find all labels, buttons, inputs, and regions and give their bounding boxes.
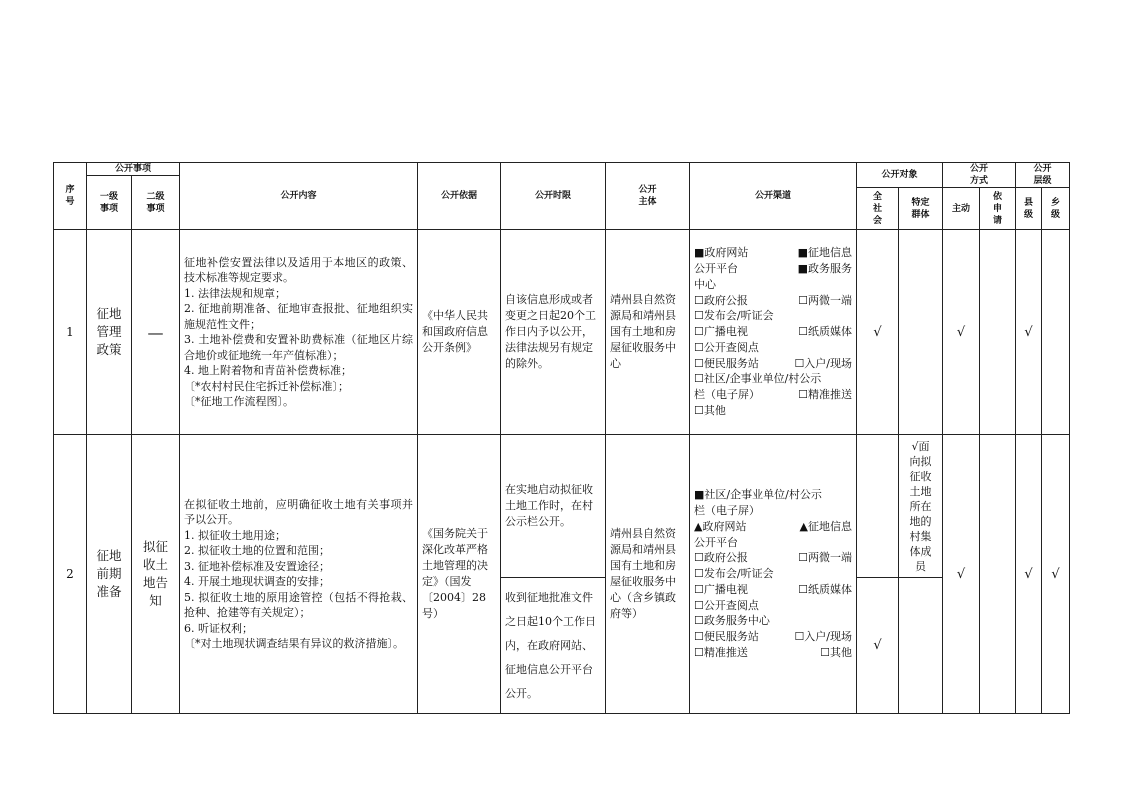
row-subject: 靖州县自然资源局和靖州县国有土地和房屋征收服务中心（含乡镇政府等） [606,435,690,714]
row-time-limit: 自该信息形成或者变更之日起20个工作日内予以公开，法律法规另有规定的除外。 [501,230,606,435]
header-level1: 一级事项 [87,176,132,230]
header-township: 乡级 [1042,188,1070,230]
row-level2: 拟征收土地告知 [132,435,180,714]
row-seq: 1 [54,230,87,435]
row-time-limit-b: 收到征地批准文件之日起10个工作日内，在政府网站、征地信息公开平台公开。 [501,578,606,714]
header-public-items: 公开事项 [87,163,180,176]
header-time-limit: 公开时限 [501,163,606,230]
header-seq: 序号 [54,163,87,230]
header-subject: 公开主体 [606,163,690,230]
row-on-request [980,435,1016,714]
row-basis: 《国务院关于深化改革严格土地管理的决定》（国发〔2004〕28号） [418,435,501,714]
row-content: 在拟征收土地前，应明确征收土地有关事项并予以公开。 1. 拟征收土地用途； 2. 拟征收土地的位置和范围； 3. 征地补偿标准及安置途径； 4. 开展土地现状调查的安排； 5. 拟征收土地的原用途管控（包括不得抢栽、抢种、抢建等有关规定）； 6. 听证权利； 〔*对土地现状调查结果有异议的救济措施〕。 [180,435,418,714]
row-content: 征地补偿安置法律以及适用于本地区的政策、技术标准等规定要求。 1. 法律法规和规章； 2. 征地前期准备、征地审查报批、征地组织实施规范性文件； 3. 土地补偿费和安置补助费标准（征地区片综合地价或征地统一年产值标准）； 4. 地上附着物和青苗补偿费标准； 〔*农村村民住宅拆迁补偿标准〕； 〔*征地工作流程图〕。 [180,230,418,435]
row-channels: ■政府网站 ■征地信息 公开平台 ■政务服务 中心 ☐政府公报 ☐两微一端 ☐发布会/听证会 ☐广播电视 ☐纸质媒体 ☐公开查阅点 ☐便民服务站 ☐入户/现场 ☐社区/企事业单位/村公示 栏（电子屏） ☐精准推送 ☐其他 [690,230,857,435]
header-on-request: 依申请 [980,188,1016,230]
row-specific-group: √面向拟征收土地所在地的村集体成员 [899,435,943,578]
row-active-check: √ [943,230,980,435]
row-time-limit-a: 在实地启动拟征收土地工作时，在村公示栏公开。 [501,435,606,578]
row-level1: 征地管理政策 [87,230,132,435]
header-target: 公开对象 [857,163,943,188]
row-specific-group-empty [899,578,943,714]
row-county-check: √ [1016,230,1042,435]
row-level1: 征地前期准备 [87,435,132,714]
row-basis: 《中华人民共和国政府信息公开条例》 [418,230,501,435]
header-whole-society: 全社会 [857,188,899,230]
header-specific-group: 特定群体 [899,188,943,230]
table-row [54,435,1070,578]
row-township-check: √ [1042,435,1070,714]
table-row [54,230,1070,435]
row-specific-group [899,230,943,435]
header-county: 县级 [1016,188,1042,230]
header-method: 公开方式 [943,163,1016,188]
row-active-check: √ [943,435,980,714]
header-active: 主动 [943,188,980,230]
row-whole-society-empty [857,435,899,578]
row-township [1042,230,1070,435]
row-whole-society-check: √ [857,230,899,435]
header-level: 公开层级 [1016,163,1070,188]
disclosure-table [53,162,1070,714]
header-level2: 二级事项 [132,176,180,230]
header-channel: 公开渠道 [690,163,857,230]
row-subject: 靖州县自然资源局和靖州县国有土地和房屋征收服务中心 [606,230,690,435]
row-whole-society-check: √ [857,578,899,714]
row-county-check: √ [1016,435,1042,714]
row-level2: — [132,230,180,435]
row-seq: 2 [54,435,87,714]
row-channels: ■社区/企事业单位/村公示 栏（电子屏） ▲政府网站 ▲征地信息 公开平台 ☐政府公报 ☐两微一端 ☐发布会/听证会 ☐广播电视 ☐纸质媒体 ☐公开查阅点 ☐政务服务中心 ☐便民服务站 ☐入户/现场 ☐精准推送 ☐其他 [690,435,857,714]
header-content: 公开内容 [180,163,418,230]
row-on-request [980,230,1016,435]
header-basis: 公开依据 [418,163,501,230]
